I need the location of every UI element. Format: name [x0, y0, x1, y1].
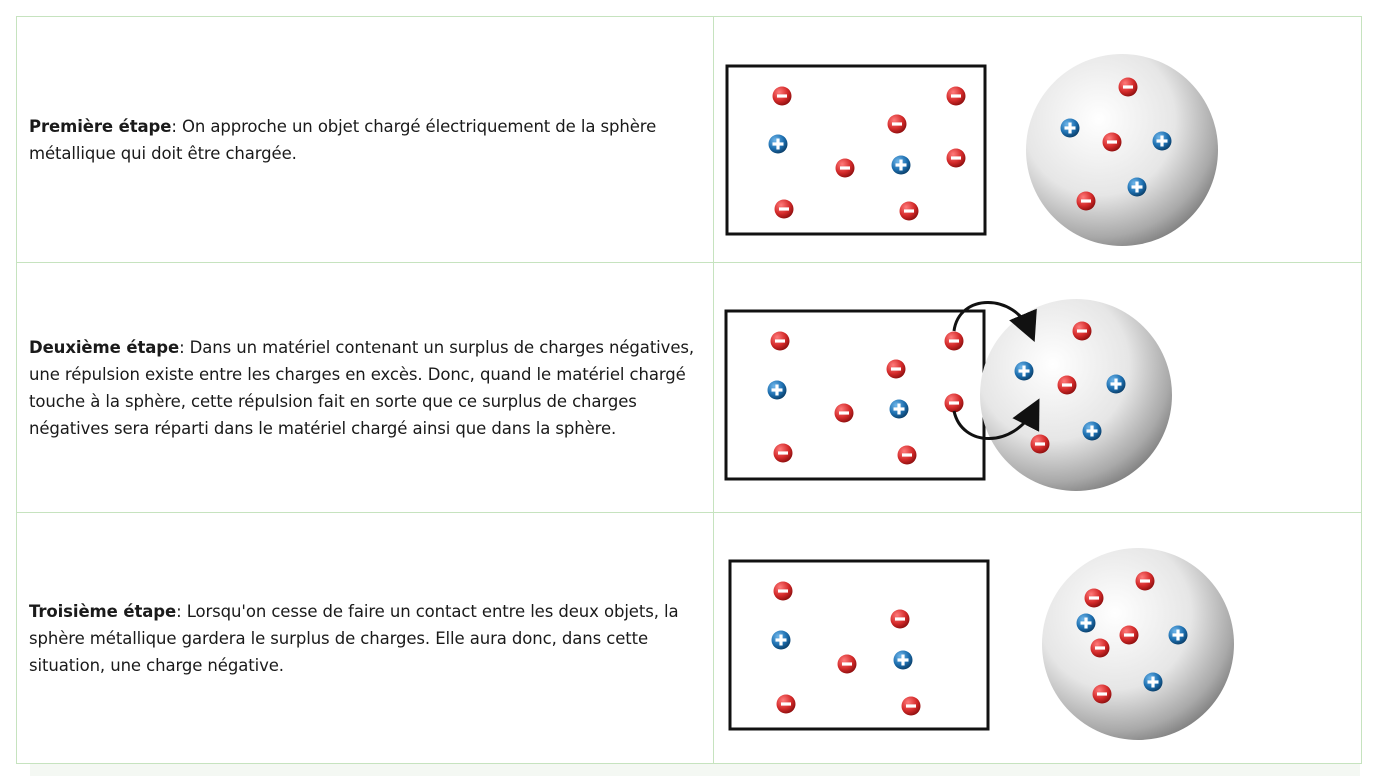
negative-charge-icon: [891, 610, 910, 629]
positive-charge-icon: [1107, 375, 1126, 394]
negative-charge-icon: [947, 87, 966, 106]
negative-charge-icon: [947, 149, 966, 168]
step-row-3: [17, 513, 1362, 764]
negative-charge-icon: [1136, 572, 1155, 591]
step-1-body: : On approche un objet chargé électriquement de la sphère métallique qui doit être chargée.: [29, 116, 657, 163]
positive-charge-icon: [1169, 626, 1188, 645]
positive-charge-icon: [1128, 178, 1147, 197]
step-3-title: Troisième étape: [29, 601, 177, 621]
step-2-text-cell: [17, 263, 714, 513]
step-2-figure-cell: [714, 263, 1362, 513]
positive-charge-icon: [892, 156, 911, 175]
negative-charge-icon: [1058, 376, 1077, 395]
step-3-figure: [714, 513, 1383, 763]
negative-charge-icon: [1077, 192, 1096, 211]
step-3-text-cell: [17, 513, 714, 764]
negative-charge-icon: [1093, 685, 1112, 704]
negative-charge-icon: [1119, 78, 1138, 97]
negative-charge-icon: [945, 332, 964, 351]
step-3-description: [29, 598, 701, 679]
steps-table: [16, 16, 1362, 764]
negative-charge-icon: [777, 695, 796, 714]
negative-charge-icon: [836, 159, 855, 178]
step-2-figure: [714, 263, 1383, 512]
negative-charge-icon: [773, 87, 792, 106]
positive-charge-icon: [769, 135, 788, 154]
negative-charge-icon: [774, 444, 793, 463]
step-1-figure: [714, 17, 1383, 262]
negative-charge-icon: [888, 115, 907, 134]
positive-charge-icon: [1061, 119, 1080, 138]
negative-charge-icon: [1031, 435, 1050, 454]
step-1-description: [29, 113, 701, 167]
negative-charge-icon: [1091, 639, 1110, 658]
negative-charge-icon: [898, 446, 917, 465]
negative-charge-icon: [771, 332, 790, 351]
positive-charge-icon: [1144, 673, 1163, 692]
step-1-text-cell: [17, 17, 714, 263]
step-2-description: [29, 334, 701, 442]
negative-charge-icon: [1085, 589, 1104, 608]
step-2-body: : Dans un matériel contenant un surplus de charges négatives, une répulsion existe entre les charges en excès. Donc, quand le matériel chargé touche à la sphère, cette répulsion fait en sorte que ce surplus de charges négatives sera réparti dans le matériel chargé ainsi que dans la sphère.: [29, 337, 695, 438]
positive-charge-icon: [894, 651, 913, 670]
bottom-shadow: [30, 764, 1360, 776]
positive-charge-icon: [1077, 614, 1096, 633]
step-3-figure-cell: [714, 513, 1362, 764]
positive-charge-icon: [768, 381, 787, 400]
positive-charge-icon: [1153, 132, 1172, 151]
negative-charge-icon: [887, 360, 906, 379]
negative-charge-icon: [1103, 133, 1122, 152]
charged-object: [727, 66, 985, 234]
positive-charge-icon: [772, 631, 791, 650]
negative-charge-icon: [774, 582, 793, 601]
step-3-body: : Lorsqu'on cesse de faire un contact entre les deux objets, la sphère métallique gardera le surplus de charges. Elle aura donc, dans cette situation, une charge négative.: [29, 601, 679, 675]
negative-charge-icon: [1120, 626, 1139, 645]
negative-charge-icon: [838, 655, 857, 674]
step-2-title: Deuxième étape: [29, 337, 180, 357]
step-1-figure-cell: [714, 17, 1362, 263]
negative-charge-icon: [902, 697, 921, 716]
charged-object: [730, 561, 988, 729]
positive-charge-icon: [1083, 422, 1102, 441]
step-row-2: [17, 263, 1362, 513]
positive-charge-icon: [890, 400, 909, 419]
step-row-1: [17, 17, 1362, 263]
negative-charge-icon: [775, 200, 794, 219]
step-1-title: Première étape: [29, 116, 172, 136]
negative-charge-icon: [1073, 322, 1092, 341]
positive-charge-icon: [1015, 362, 1034, 381]
negative-charge-icon: [835, 404, 854, 423]
negative-charge-icon: [900, 202, 919, 221]
charged-object: [726, 311, 984, 479]
negative-charge-icon: [945, 394, 964, 413]
